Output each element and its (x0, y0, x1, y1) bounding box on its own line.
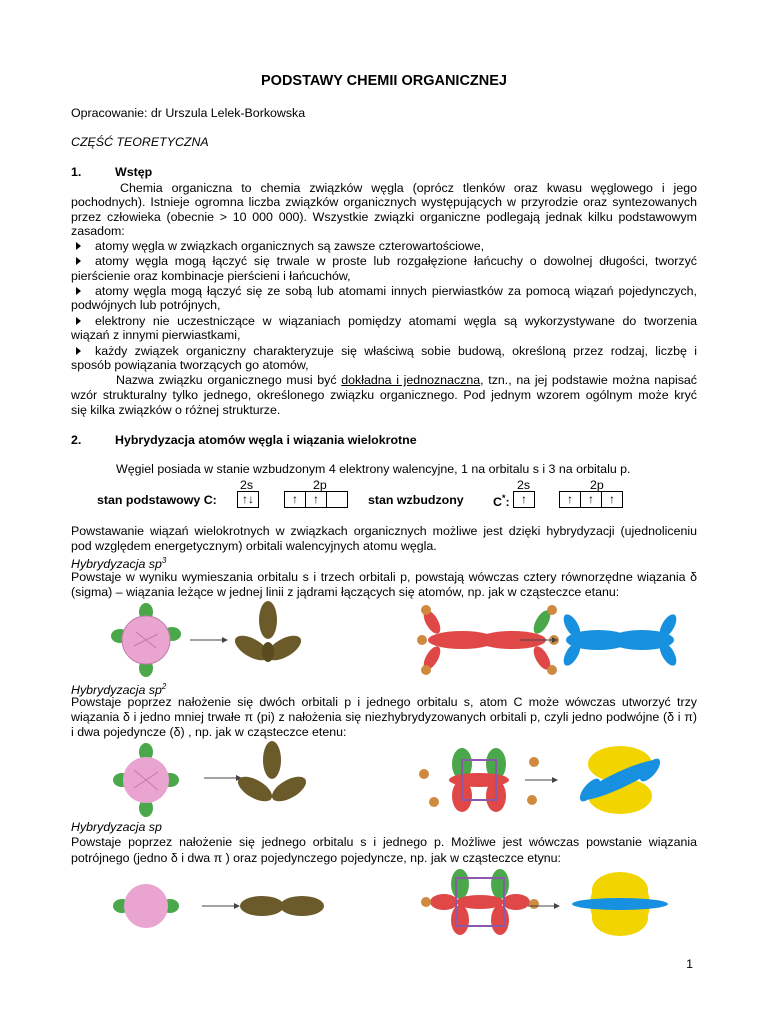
ethyne-pi-bonds (572, 872, 668, 936)
excited-s-box (513, 491, 535, 508)
sp-line-2: potrójnego (jedno δ i dwa π ) oraz pojedynczego pojedyncze, np. jak w cząsteczce etynu: (71, 851, 562, 865)
sp2-heading: Hybrydyzacja $sp^2$ (71, 682, 167, 698)
page-number: 1 (686, 957, 693, 971)
ethene-pi-bond (576, 746, 663, 814)
intro-line-1: Chemia organiczna to chemia związków węgla (oprócz tlenków oraz kwasu węglowego i jego (120, 181, 697, 195)
ground-state-label: stan podstawowy C: (97, 493, 217, 507)
sp3-hybrid-sphere (111, 603, 181, 677)
section-2-number: 2. (71, 433, 82, 447)
sp-line-1: Powstaje poprzez nałożenie się jednego orbitalu s i jednego p. Możliwe jest wówczas powstanie wiązania (71, 835, 697, 849)
hybrid-line-2: pod względem energetycznym) orbitali walencyjnych atomu węgla. (71, 539, 437, 553)
label-2p-excited: 2p (590, 478, 604, 492)
bullet-2: atomy węgla mogą łączyć się trwale w proste lub rozgałęzione łańcuchy o dowolnej długości, tworzyć (71, 254, 697, 269)
carbon-intro: Węgiel posiada w stanie wzbudzonym 4 elektrony walencyjne, 1 na orbitalu s i 3 na orbitalu p. (116, 462, 631, 476)
orbital-box: ↑ (602, 491, 623, 508)
section-2-title: Hybrydyzacja atomów węgla i wiązania wielokrotne (115, 433, 417, 447)
label-2s-excited: 2s (517, 478, 531, 492)
sp3-line-1: Powstaje w wyniku wymieszania orbitalu s i trzech orbitali p, powstają wówczas cztery równorzędne wiązania δ (71, 570, 697, 584)
sp2-line-1: Powstaje poprzez nałożenie się dwóch orbitali p i jednego orbitalu s, atom C może wówczas utworzyć trzy (71, 695, 697, 709)
naming-line-1: Nazwa związku organicznego musi być dokładna i jednoznaczna, tzn., na jej podstawie można napisać (116, 373, 698, 387)
orbital-box: ↑ (306, 491, 327, 508)
bullet-4-cont: wiązań z innymi pierwiastkami, (71, 328, 241, 342)
sp2-line-3: i dwa pojedyncze (δ) , np. jak w cząsteczce etenu: (71, 725, 347, 739)
ground-s-box (237, 491, 259, 508)
label-2p-ground: 2p (313, 478, 327, 492)
sp2-trigonal-lobes (234, 741, 310, 806)
orbital-box: ↑ (581, 491, 602, 508)
excited-p-boxes (559, 491, 623, 508)
section-1-number: 1. (71, 165, 82, 179)
sp3-tetrahedral-lobes (231, 601, 305, 665)
section-2-heading (71, 433, 697, 448)
orbital-box (327, 491, 348, 508)
page-title: PODSTAWY CHEMII ORGANICZNEJ (261, 73, 507, 89)
section-1-title: Wstęp (115, 165, 153, 179)
excited-state-label: stan wzbudzony (368, 493, 464, 507)
bullet-2-cont: pierścienie oraz kombinacje pierścieni i łańcuchów, (71, 269, 351, 283)
bullet-4: elektrony nie uczestniczące w wiązaniach pomiędzy atomami węgla są wykorzystywane do tworzenia (71, 314, 697, 329)
ethane-blue-orbitals (560, 612, 679, 669)
naming-emphasis: dokładna i jednoznaczna (341, 373, 481, 387)
sp3-line-2: (sigma) – wiązania leżące w jednej linii z jądrami łączących się atomów, np. jak w cząsteczce etanu: (71, 585, 620, 599)
label-2s-ground: 2s (240, 478, 254, 492)
sp2-line-2: wiązania δ i jedno mniej trwałe π (pi) z nałożenia się niezhybrydyzowanych orbitali p, czyli jedno podwójne (δ i π) (71, 710, 697, 724)
sp2-illustration (110, 740, 710, 820)
orbital-box: ↑ (559, 491, 581, 508)
hybrid-line-1: Powstawanie wiązań wielokrotnych w związkach organicznych możliwe jest dzięki hybrydyzacji (ujednoliceniu (71, 524, 697, 538)
orbital-box: ↑↓ (237, 491, 259, 508)
section-1-heading (71, 165, 697, 180)
bullet-1: atomy węgla w związkach organicznych są zawsze czterowartościowe, (71, 239, 697, 254)
ethene-orbitals (419, 748, 539, 812)
naming-line-3: się kilka związków o różnej strukturze. (71, 403, 281, 417)
sp3-illustration (110, 600, 710, 680)
ethyne-orbitals (421, 869, 539, 935)
intro-line-3: przez człowieka (obecnie > 10 000 000). Wszystkie związki organiczne podlegają jednak kilku podstawowym (71, 210, 697, 224)
sp-hybrid-sphere (113, 884, 179, 928)
bullet-3-cont: podwójnych lub potrójnych, (71, 298, 221, 312)
excited-carbon: C*: (493, 493, 510, 510)
sp-heading: Hybrydyzacja sp (71, 820, 162, 834)
intro-line-4: zasadom: (71, 224, 125, 238)
sp3-heading: Hybrydyzacja $sp^3$ (71, 556, 167, 572)
orbital-box: ↑ (284, 491, 306, 508)
bullet-5: każdy związek organiczny charakteryzuje się właściwą sobie budową, określoną przez rodzaj, liczbę i (71, 344, 697, 359)
intro-line-2: pochodnych). Istnieje ogromna liczba związków organicznych występujących w przyrodzie oraz syntezowanych (71, 195, 697, 209)
section-heading: CZĘŚĆ TEORETYCZNA (71, 135, 209, 149)
bullet-5-cont: sposób powiązania tworzących go atomów, (71, 358, 309, 372)
ground-p-boxes (284, 491, 348, 508)
orbital-box: ↑ (513, 491, 535, 508)
sp-illustration (110, 866, 710, 946)
sp2-hybrid-sphere (113, 743, 179, 817)
author: Opracowanie: dr Urszula Lelek-Borkowska (71, 106, 306, 120)
sp-linear-lobes (240, 896, 324, 916)
bullet-3: atomy węgla mogą łączyć się ze sobą lub atomami innych pierwiastków za pomocą wiązań pojedynczych, (71, 284, 697, 299)
naming-line-2: wzór strukturalny tylko jednego, określonego związku organicznego. Pod jednym wzorem ogólnym może kryć (71, 388, 697, 402)
